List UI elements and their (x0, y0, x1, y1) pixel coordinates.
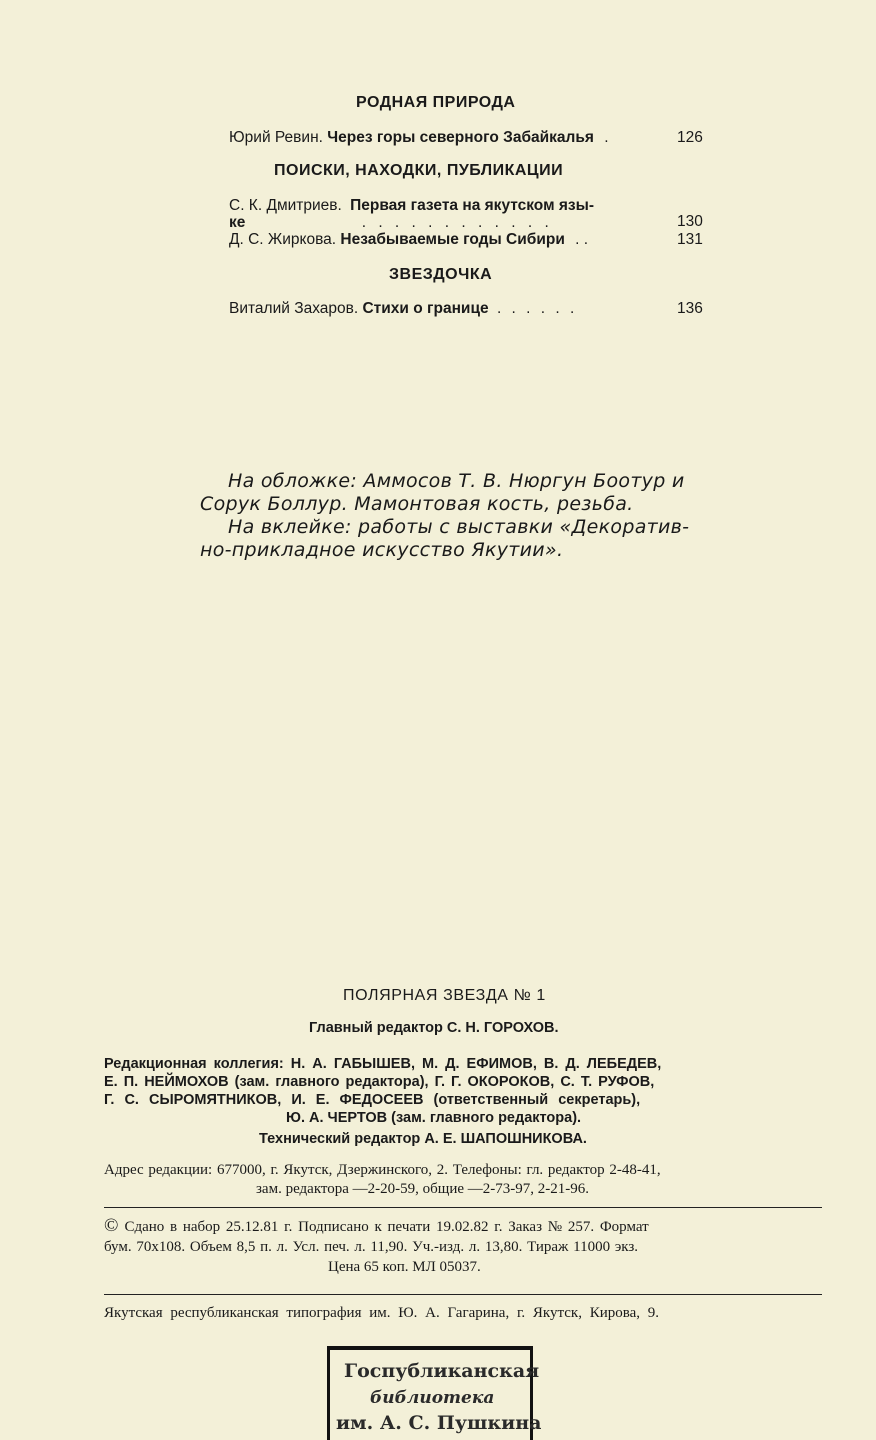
toc-title: Первая газета на якутском язы- (350, 197, 594, 214)
print-text-1: Сдано в набор 25.12.81 г. Подписано к печати 19.02.82 г. Заказ № 257. Формат (124, 1219, 649, 1235)
print-line-2: бум. 70х108. Объем 8,5 п. л. Усл. печ. л. 11,90. Уч.-изд. л. 13,80. Тираж 11000 экз. (104, 1239, 639, 1255)
toc-page-number: 130 (677, 213, 703, 230)
toc-title: Стихи о границе (362, 300, 489, 317)
print-line-1 (104, 1216, 649, 1237)
toc-author: Виталий Захаров. (229, 300, 359, 317)
library-stamp (327, 1346, 542, 1440)
toc-page-number: 131 (677, 231, 703, 248)
board-line-1: Редакционная коллегия: Н. А. ГАБЫШЕВ, М. Д. ЕФИМОВ, В. Д. ЛЕБЕДЕВ, (104, 1056, 662, 1072)
board-line-2: Е. П. НЕЙМОХОВ (зам. главного редактора), Г. Г. ОКОРОКОВ, С. Т. РУФОВ, (104, 1074, 655, 1090)
toc-entry-zakharov (229, 300, 709, 318)
stamp-line-2: библиотека (370, 1388, 495, 1408)
divider-bottom (104, 1294, 822, 1295)
address-line-2: зам. редактора —2-20-59, общие —2-73-97, 2-21-96. (256, 1181, 590, 1197)
cover-note-line-4: но-прикладное искусство Якутии». (200, 539, 564, 561)
section-heading-search: ПОИСКИ, НАХОДКИ, ПУБЛИКАЦИИ (274, 162, 564, 179)
section-heading-star: ЗВЕЗДОЧКА (389, 266, 493, 283)
tech-editor: Технический редактор А. Е. ШАПОШНИКОВА. (259, 1131, 587, 1147)
stamp-line-1: Госпубликанская (344, 1360, 540, 1382)
cover-note-line-3: На вклейке: работы с выставки «Декоратив- (228, 516, 690, 538)
toc-dots: . (604, 129, 609, 146)
toc-author: Юрий Ревин. (229, 129, 323, 146)
address-line-1: Адрес редакции: 677000, г. Якутск, Дзержинского, 2. Телефоны: гл. редактор 2-48-41, (104, 1162, 661, 1178)
stamp-line-3: им. А. С. Пушкина (336, 1412, 542, 1434)
toc-dots: . . . . . . . . . . . . (361, 214, 553, 231)
toc-title: Через горы северного Забайкалья (327, 129, 594, 146)
divider-top (104, 1207, 822, 1208)
toc-entry-zhirkova (229, 231, 709, 249)
toc-page-number: 126 (677, 129, 703, 146)
printer-line: Якутская республиканская типография им. Ю. А. Гагарина, г. Якутск, Кирова, 9. (104, 1305, 660, 1321)
toc-author: С. К. Дмитриев. (229, 197, 342, 214)
journal-title: ПОЛЯРНАЯ ЗВЕЗДА № 1 (343, 987, 546, 1004)
copyright-icon: © (104, 1215, 119, 1236)
toc-title-cont: ке (229, 214, 246, 231)
section-heading-nature: РОДНАЯ ПРИРОДА (356, 94, 516, 111)
toc-entry-dmitriev (229, 197, 709, 215)
toc-entry-revin (229, 129, 709, 147)
print-line-3: Цена 65 коп. МЛ 05037. (328, 1259, 481, 1275)
toc-dots: . . . . . . (496, 300, 578, 317)
toc-title: Незабываемые годы Сибири (340, 231, 565, 248)
cover-note-line-2: Сорук Боллур. Мамонтовая кость, резьба. (200, 493, 634, 515)
toc-dots: . . (575, 231, 589, 248)
toc-page-number: 136 (677, 300, 703, 317)
board-line-3: Г. С. СЫРОМЯТНИКОВ, И. Е. ФЕДОСЕЕВ (ответственный секретарь), (104, 1092, 641, 1108)
chief-editor: Главный редактор С. Н. ГОРОХОВ. (309, 1020, 559, 1036)
cover-note-line-1: На обложке: Аммосов Т. В. Нюргун Боотур и (228, 470, 685, 492)
board-line-4: Ю. А. ЧЕРТОВ (зам. главного редактора). (286, 1110, 582, 1126)
toc-entry-dmitriev-cont (229, 214, 709, 232)
toc-author: Д. С. Жиркова. (229, 231, 337, 248)
